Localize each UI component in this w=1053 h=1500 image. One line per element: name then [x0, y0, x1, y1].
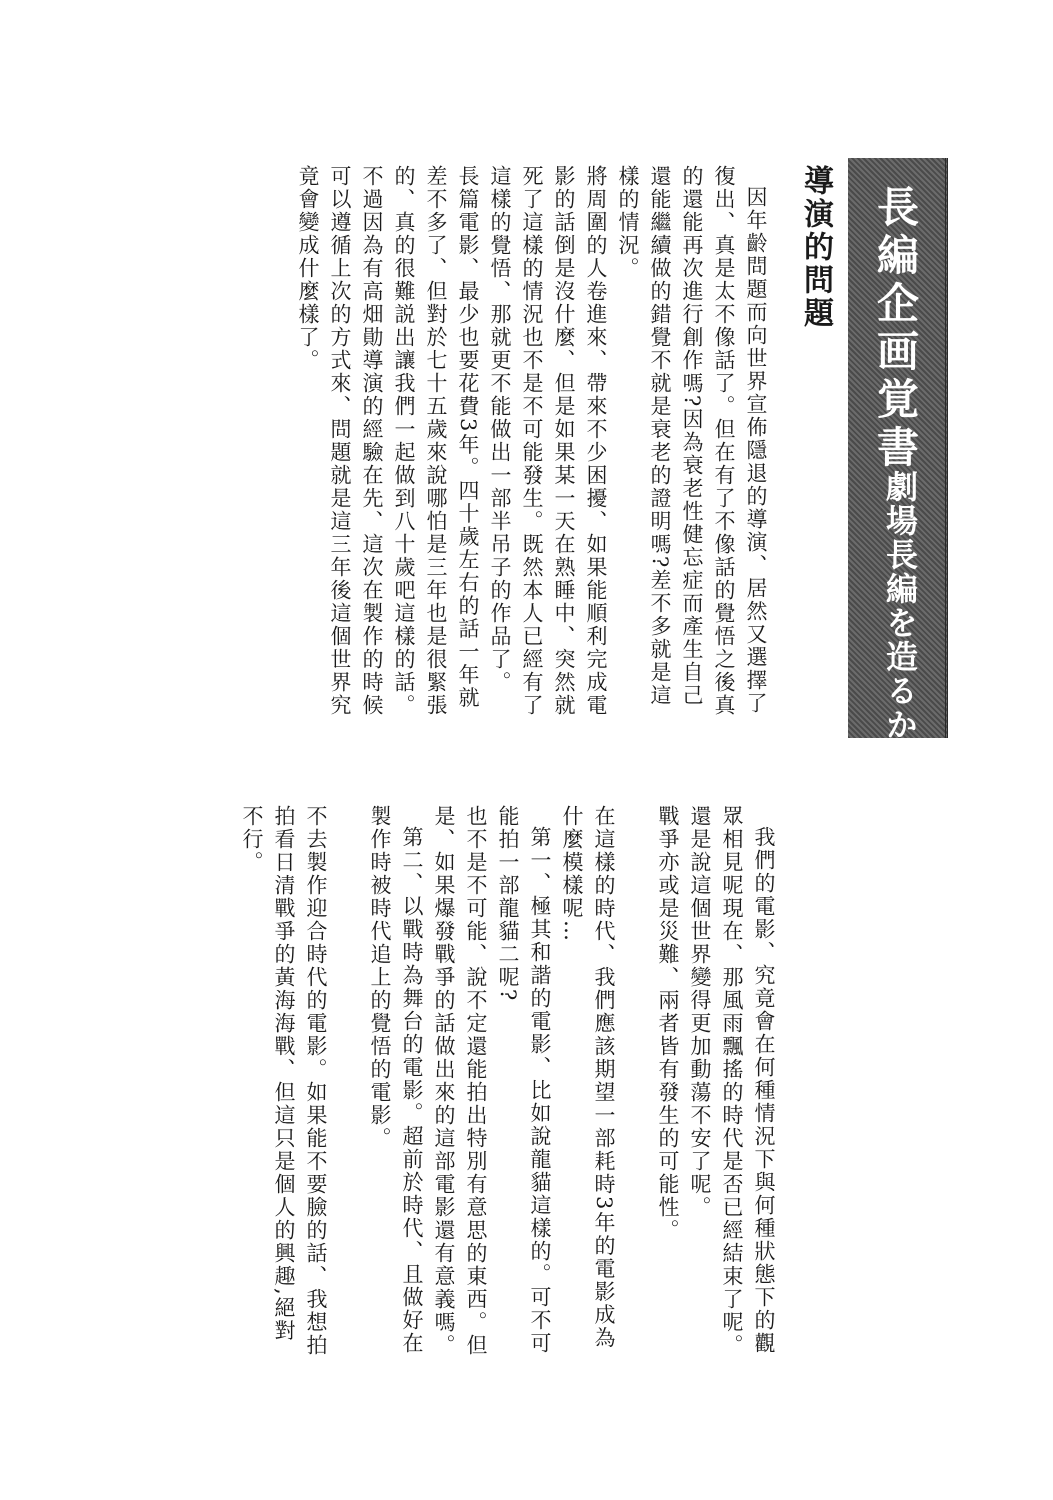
- upper-paragraph: 將周圍的人卷進來、帶來不少困擾、如果能順利完成電影的話倒是沒什麼、但是如果某一天在熟睡中、突然就死了這樣的情況也不是不可能發生。既然本人已經有了這樣的覺悟、那就更不能做出一部半吊子的作品了。: [488, 165, 608, 717]
- lower-paragraph: 在這樣的時代、我們應該期望一部耗時3年的電影成為什麼模樣呢…: [560, 805, 616, 1350]
- lower-text-block: [195, 805, 780, 1365]
- lower-paragraph: 也不是不可能、說不定還能拍出特別有意思的東西。但是、如果爆發戰爭的話做出來的這部電影還有意義嗎。: [432, 805, 488, 1357]
- banner-title: 長編企画覚書: [871, 185, 920, 473]
- upper-paragraph: 因年齡問題而向世界宣佈隱退的導演、居然又選擇了復出、真是太不像話了。但在有了不像話的覺悟之後真的還能再次進行創作嗎?因為衰老性健忘症而產生自己還能繼續做的錯覺不就是衰老的證明嗎?差不多就是這樣的情況。: [616, 165, 768, 717]
- section-heading: 導演的問題: [798, 165, 833, 330]
- banner-subtitle: 劇場長編を造るか?: [881, 470, 919, 763]
- lower-paragraph: 不去製作迎合時代的電影。如果能不要臉的話、我想拍拍看日清戰爭的黃海海戰、但這只是個人的興趣,絕對不行。: [240, 805, 328, 1357]
- upper-paragraph: 長篇電影、最少也要花費3年。四十歲左右的話一年就差不多了、但對於七十五歲來說哪怕是三年也是很緊張的、真的很難説出讓我們一起做到八十歲吧這樣的話。不過因為有高畑勛導演的經驗在先、這次在製作的時候可以遵循上次的方式來、問題就是這三年後這個世界究竟會變成什麼樣了。: [296, 165, 480, 717]
- upper-text-block: [262, 165, 772, 725]
- lower-paragraph: 第二、以戰時為舞台的電影。超前於時代、且做好在製作時被時代追上的覺悟的電影。: [368, 805, 424, 1355]
- lower-paragraph: 戰爭亦或是災難、兩者皆有發生的可能性。: [656, 805, 680, 1242]
- lower-paragraph: 我們的電影、究竟會在何種情況下與何種狀態下的觀眾相見呢現在、那風雨飄搖的時代是否已經結束了呢。還是說這個世界變得更加動蕩不安了呢。: [688, 805, 776, 1357]
- lower-paragraph: 第一、極其和諧的電影、比如說龍貓這樣的。可不可能拍一部龍貓二呢?: [496, 805, 552, 1355]
